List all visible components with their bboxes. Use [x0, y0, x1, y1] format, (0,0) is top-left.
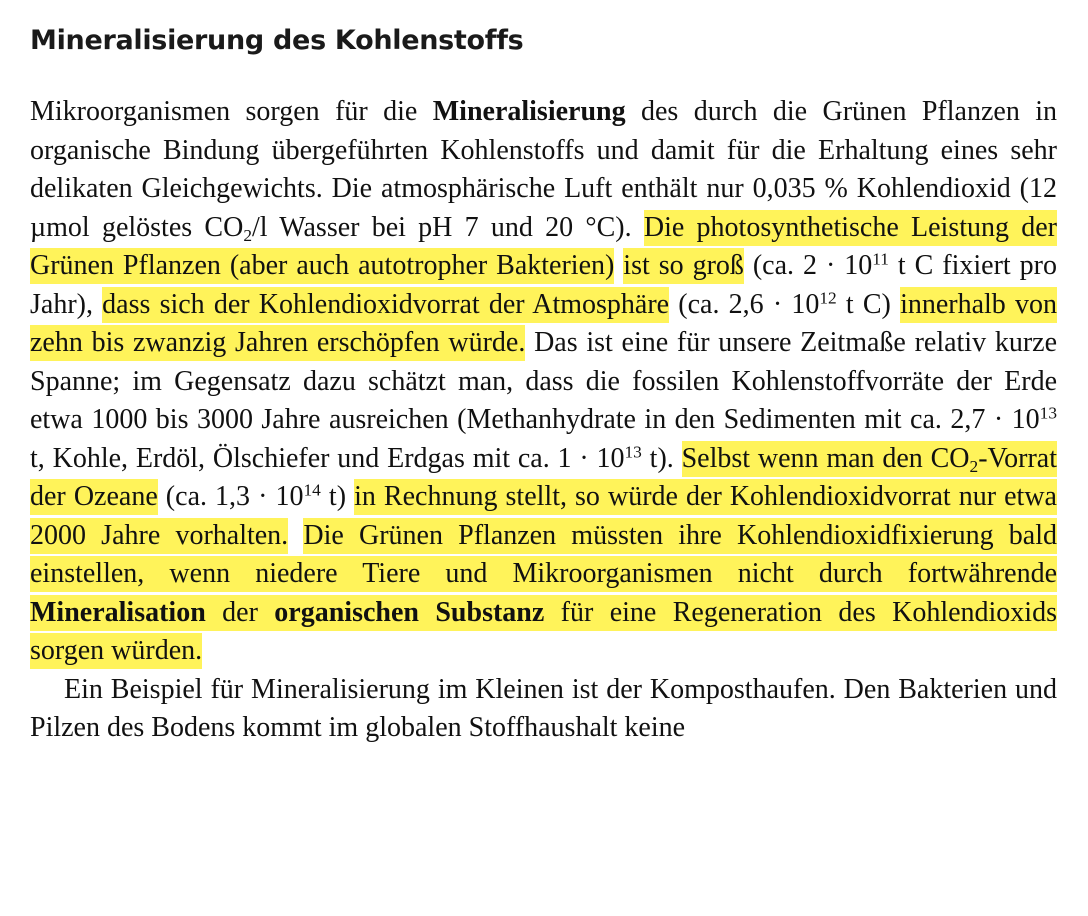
text-run: t) — [320, 481, 355, 512]
text-run: (ca. 1,3 · 10 — [157, 481, 304, 512]
superscript: 13 — [1039, 403, 1057, 423]
text-run — [614, 250, 623, 281]
superscript: 13 — [624, 441, 642, 461]
text-run — [288, 520, 303, 551]
text-run: t C fixiert pro Jahr), — [30, 250, 1057, 320]
highlight-text: für eine Regeneration des Kohlendioxids sorgen würden. — [30, 596, 1057, 666]
bold-term: Mineralisierung — [432, 96, 626, 127]
highlight-text: Selbst wenn man den CO — [681, 442, 970, 474]
text-run: (ca. 2 · 10 — [743, 250, 873, 281]
text-run: /l Wasser bei pH 7 und 20 °C). — [252, 211, 644, 243]
highlight-text: Die Grünen Pflanzen müssten ihre Kohlendioxidfixierung bald einstellen, wenn niedere Tiere und Mikroorganismen nicht durch fortwährende — [30, 519, 1057, 589]
highlight: in Rechnung stellt, so würde der Kohlendioxidvorrat nur etwa 2000 Jahre vorhalten. — [30, 479, 1057, 554]
highlight: ist so groß — [623, 248, 744, 284]
highlight-text: -Vorrat der Ozeane — [30, 442, 1057, 512]
subscript: 2 — [969, 456, 979, 476]
subscript: 2 — [243, 225, 252, 245]
text-run: t C) — [836, 288, 901, 320]
text-run: (ca. 2,6 · 10 — [669, 288, 820, 320]
bold-term: organischen Substanz — [274, 596, 545, 628]
text-run: t, Kohle, Erdöl, Ölschiefer und Erdgas mit ca. 1 · 10 — [30, 442, 625, 474]
highlight: dass sich der Kohlendioxidvorrat der Atmosphäre — [102, 287, 669, 323]
superscript: 14 — [303, 480, 321, 500]
document-page — [30, 22, 1057, 748]
superscript: 11 — [872, 249, 889, 269]
text-run: Das ist eine für unsere Zeitmaße relativ kurze Spanne; im Gegensatz dazu schätzt man, dass die fossilen Kohlenstoffvorräte der Erde etwa 1000 bis 3000 Jahre ausreichen (Methanhydrate in den Sedimenten mit ca. 2,7 · 10 — [30, 327, 1057, 435]
highlight-text: der — [205, 596, 275, 628]
text-run: des durch die Grünen Pflanzen in organische Bindung übergeführten Kohlenstoffs und damit für die Erhaltung eines sehr delikaten Gleichgewichts. Die atmosphärische Luft enthält nur 0,035 % Kohlendioxid (12 µmol gelöstes CO — [30, 96, 1057, 243]
section-heading: Mineralisierung des Kohlenstoffs — [30, 25, 524, 56]
superscript: 12 — [819, 287, 837, 307]
bold-term: Mineralisation — [30, 596, 206, 628]
highlight: innerhalb von zehn bis zwanzig Jahren erschöpfen würde. — [30, 287, 1057, 362]
text-run: Mikroorganismen sorgen für die — [30, 96, 433, 127]
highlight: Die photosynthetische Leistung der Grünen Pflanzen (aber auch autotropher Bakterien) — [30, 210, 1057, 285]
paragraph-1 — [30, 93, 1057, 671]
paragraph-2: Ein Beispiel für Mineralisierung im Kleinen ist der Komposthaufen. Den Bakterien und Pilzen des Bodens kommt im globalen Stoffhaushalt keine — [30, 673, 1057, 743]
text-run: t). — [641, 442, 682, 474]
